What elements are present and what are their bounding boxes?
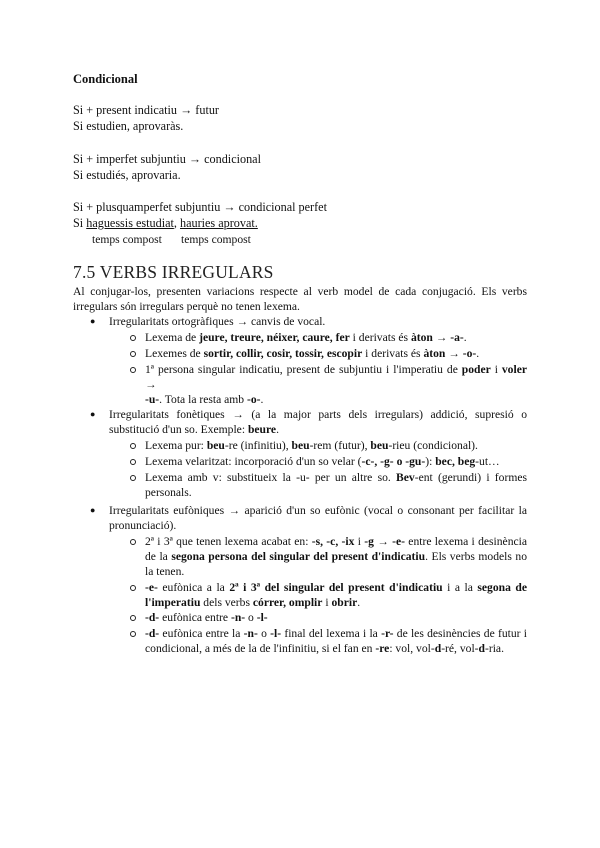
vowel: -u- — [145, 393, 160, 406]
example-verb: beure — [247, 423, 277, 436]
vowel: -o- — [462, 347, 477, 360]
arrow: → — [373, 535, 393, 548]
text: i — [490, 363, 502, 376]
text: -re (infinitiu), — [224, 439, 292, 452]
text: i derivats és — [349, 331, 411, 344]
consonant: -d- — [145, 611, 160, 624]
verb: poder — [461, 363, 491, 376]
text: entre lexema i desinència de la — [145, 535, 528, 563]
sub-bullet-marker — [130, 585, 136, 591]
text: . — [357, 596, 361, 609]
text: final del lexema i la — [281, 627, 382, 640]
text: dels verbs — [200, 596, 253, 609]
verbs: sortir, collir, cosir, tossir, escopir — [203, 347, 363, 360]
text: -ent (gerundi) i formes personals. — [145, 471, 527, 499]
consonant: d — [478, 642, 485, 655]
text: ): — [425, 455, 436, 468]
lexeme: beu — [370, 439, 389, 452]
text: Lexemes de — [145, 347, 204, 360]
sub-bullet-marker — [130, 443, 136, 449]
text: eufònica entre — [159, 611, 231, 624]
text: 2ª i 3ª que tenen lexema acabat en: — [145, 535, 312, 548]
phonetic-item-2 — [145, 454, 527, 469]
section-heading: 7.5 VERBS IRREGULARS — [73, 262, 274, 282]
page-title: Condicional — [73, 72, 138, 86]
bullet-phonetic — [109, 407, 527, 437]
text: : vol, vol- — [389, 642, 435, 655]
conditional-example-2: Si estudiés, aprovaria. — [73, 168, 181, 182]
section-intro: Al conjugar-los, presenten variacions respecte al verb model de cada conjugació. Els verbs irregulars són irregulars perquè no tenen lexema. — [73, 285, 527, 313]
lexeme: beu — [206, 439, 225, 452]
consonant: -d- — [145, 627, 160, 640]
text: o — [257, 627, 271, 640]
text: -ut… — [475, 455, 500, 468]
text: . — [260, 393, 264, 406]
orthographic-item-3 — [145, 362, 527, 407]
verb: voler — [501, 363, 527, 376]
compound-tense-2: hauries aprovat. — [179, 216, 258, 230]
consonant: -n- — [230, 611, 246, 624]
example-separator: , — [173, 216, 180, 230]
verbs: córrer, omplir — [252, 596, 323, 609]
consonant: d — [434, 642, 442, 655]
sub-bullet-marker — [130, 459, 136, 465]
vowel: -o- — [247, 393, 261, 406]
verb: obrir — [331, 596, 358, 609]
text: i a la — [442, 581, 478, 594]
bullet-marker: ● — [90, 409, 96, 419]
compound-label-2: temps compost — [181, 233, 251, 246]
conditional-example-3 — [73, 216, 258, 231]
sub-bullet-marker — [130, 367, 136, 373]
text: i derivats és — [362, 347, 424, 360]
arrow: → — [445, 347, 463, 360]
imperative: segona de l'imperatiu — [145, 581, 527, 609]
arrow: → — [432, 331, 451, 344]
text: de les desinències de futur i condicional, a més de la de l'infinitiu, si el fan en — [145, 627, 527, 655]
bullet-marker: ● — [90, 505, 96, 515]
bullet-euphonic: Irregularitats eufòniques → aparició d'un so eufònic (vocal o consonant per facilitar la pronunciació). — [109, 504, 527, 532]
text: Lexema de — [145, 331, 200, 344]
ending: -re — [375, 642, 390, 655]
sub-bullet-marker — [130, 475, 136, 481]
lexeme: Bev — [396, 471, 415, 484]
bullet-orthographic: Irregularitats ortogràfiques → canvis de vocal. — [109, 315, 326, 328]
conditional-line-3: Si + plusquamperfet subjuntiu → condicional perfet — [73, 200, 327, 214]
term: àton — [423, 347, 446, 360]
conditional-example-1: Si estudien, aprovaràs. — [73, 119, 184, 133]
consonant: -l- — [270, 627, 282, 640]
text: Lexema velaritzat: incorporació d'un so velar ( — [145, 455, 362, 468]
text: i — [354, 535, 365, 548]
lexeme: beu — [291, 439, 310, 452]
conditional-line-2: Si + imperfet subjuntiu → condicional — [73, 152, 261, 166]
text: -ré, vol- — [441, 642, 479, 655]
phonetic-item-3 — [145, 470, 527, 500]
person: segona persona del singular del present d'indicatiu — [171, 550, 426, 563]
text: eufònica entre la — [159, 627, 244, 640]
text: . Els verbs models no la tenen. — [145, 550, 527, 578]
text: -rem (futur), — [309, 439, 371, 452]
euphonic-item-2 — [145, 580, 527, 610]
consonant: -r- — [381, 627, 394, 640]
text: Irregularitats fonètiques → (a la major parts dels irregulars) addició, supresió o substitució d'un so. Exemple: — [109, 408, 527, 436]
text: -ria. — [484, 642, 504, 655]
examples: bec, beg — [435, 455, 476, 468]
phonetic-item-1 — [145, 438, 527, 453]
text: o — [245, 611, 257, 624]
orthographic-item-2 — [145, 346, 527, 361]
sub-bullet-marker — [130, 539, 136, 545]
text: Lexema pur: — [145, 439, 207, 452]
bullet-marker: ● — [90, 316, 96, 326]
orthographic-item-1 — [145, 330, 527, 345]
vowel: -e- — [145, 581, 158, 594]
text: . Tota la resta amb — [159, 393, 248, 406]
sub-bullet-marker — [130, 351, 136, 357]
text: 1ª persona singular indicatiu, present de subjuntiu i l'imperatiu de — [145, 363, 462, 376]
compound-label-1: temps compost — [92, 233, 162, 246]
consonant: -l- — [256, 611, 268, 624]
sub-bullet-marker — [130, 615, 136, 621]
conditional-line-1: Si + present indicatiu → futur — [73, 103, 219, 117]
vowel: -a- — [450, 331, 464, 344]
sub-bullet-marker — [130, 631, 136, 637]
text: Lexema amb v: substitueix la -u- per un altre so. — [145, 471, 397, 484]
text: i — [322, 596, 332, 609]
term: àton — [410, 331, 433, 344]
compound-tense-1: haguessis estudiat — [86, 216, 174, 230]
verbs: jeure, treure, néixer, caure, fer — [199, 331, 350, 344]
text: eufònica a la — [157, 581, 230, 594]
ending: -g — [364, 535, 374, 548]
arrow: → — [145, 378, 157, 391]
text: -rieu (condicional). — [388, 439, 478, 452]
persons: 2ª i 3ª del singular del present d'indicatiu — [229, 581, 443, 594]
text: . — [276, 423, 279, 436]
consonant: -n- — [243, 627, 258, 640]
example-prefix: Si — [73, 216, 87, 230]
endings: -s, -c, -ix — [311, 535, 355, 548]
sounds: -c-, -g- o -gu- — [361, 455, 426, 468]
text: . — [476, 347, 480, 360]
euphonic-item-4 — [145, 626, 527, 656]
sub-bullet-marker — [130, 335, 136, 341]
text: . — [463, 331, 467, 344]
euphonic-item-1 — [145, 534, 527, 579]
euphonic-item-3 — [145, 610, 527, 625]
vowel: -e- — [392, 535, 405, 548]
